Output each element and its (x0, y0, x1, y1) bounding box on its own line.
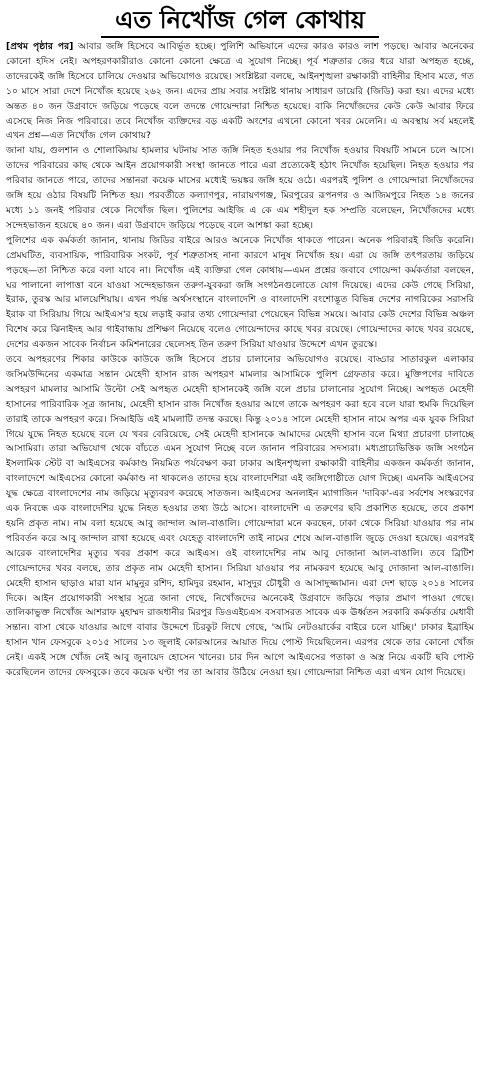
continued-from-first-page-label: [প্রথম পৃষ্ঠার পর] (6, 41, 74, 52)
paragraph-text: আবার জঙ্গি হিসেবে আবির্ভূত হচ্ছে। পুলিশি অভিযানে এদের কারও কারও লাশ পড়ছে। আবার অনেকের কোনো হদিস নেই। অপহরণকারীরাও কোনো কোনো ক্ষেত্রে এ সুযোগ নিচ্ছে। পূর্ব শত্রুতার জের ধরে যারা অপহৃত হচ্ছে, তাদেরকেই জঙ্গি হিসেবে চালিয়ে দেওয়ার অভিযোগও রয়েছে। সংশ্লিষ্টরা বলছে, আইনশৃঙ্খলা রক্ষাকারী বাহিনীর হিসাব মতে, গত ১০ মাসে সারা দেশে নিখোঁজ হয়েছে ২৬২ জন। এদের প্রায় সবার সংশ্লিষ্ট থানায় সাধারণ ডায়েরি (জিডি) করা হয়। এদের মধ্যে অন্তত ৪০ জন উগ্রবাদে জড়িয়ে পড়েছে বলে তদন্তে গোয়েন্দারা নিশ্চিত হয়েছে। বাকি নিখোঁজদের কেউ কেউ আবার ফিরে এসেছে নিজ নিজ পরিবারে। তবে নিখোঁজ ব্যক্তিদের বড় একটি অংশের এখনো কোনো খবর মেলেনি। এ অবস্থায় সর্ব মহলেই এখন প্রশ্ন—এত নিখোঁজ গেল কোথায়? (6, 41, 475, 142)
article-paragraph: তবে অপহরণের শিকার কাউকে কাউকে জঙ্গি হিসেবে প্রচার চালানোর অভিযোগও রয়েছে। বাড্ডার সাতারকুল এলাকার জসিমউদ্দিনের একমাত্র সন্তান মেহেদী হাসান রাজ অপহরণ মামলার আসামিকে পুলিশ গ্রেফতার করে। মুক্তিপণের দাবিতে অপহরণ মামলার আসামি উল্টো সেই অপহৃত মেহেদী হাসানকেই জঙ্গি বলে প্রচার চালানোর সুযোগ নিচ্ছে। অপহৃত মেহেদী হাসানের পারিবারিক সূত্র জানায়, মেহেদী হাসান রাজ নিখোঁজ হওয়ার আগে তাকে অপহরণ করা হবে বলে যারা হুমকি দিয়েছিল তারাই তাকে অপহরণ করে। সিআইডি এই মামলাটি তদন্ত করছে। কিন্তু ২০১৪ সালে মেহেদী হাসান নামে অপর এক যুবক সিরিয়া গিয়ে যুদ্ধে নিহত হয়েছে বলে যে খবর বেরিয়েছে, সেই মেহেদী হাসানকে আমাদের মেহেদী হাসান বলে মিথ্যা প্রচারণা চালাচ্ছে আসামিরা। তারা অভিযোগ থেকে বাঁচতে এমন সুযোগ নিচ্ছে বলে জানান পরিবারের সদস্যরা। মধ্যপ্রাচ্যভিত্তিক জঙ্গি সংগঠন ইসলামিক স্টেট বা আইএসের কর্মকাণ্ড নিয়মিত পর্যবেক্ষণ করা ঢাকার আইনশৃঙ্খলা রক্ষাকারী বাহিনীর একজন কর্মকর্তা জানান, বাংলাদেশে আইএসের কোনো কর্মকাণ্ড না থাকলেও তাদের হয়ে বাংলাদেশিরা এই জঙ্গিগোষ্ঠীতে যোগ দিচ্ছে। এমনকি আইএসের যুদ্ধ ক্ষেত্রে বাংলাদেশের নাম জড়িয়ে মৃত্যুবরণ করেছে সাতজন। আইএসের অনলাইন ম্যাগাজিন 'দাবিক'-এর সর্বশেষ সংস্করণের এক নিবন্ধে এক বাংলাদেশির যুদ্ধে নিহত হওয়ার তথ্য উঠে আসে। বাংলাদেশি এ তরুণের ছবি প্রকাশিত হয়েছে, তবে প্রকাশ হয়নি প্রকৃত নাম। নাম বলা হয়েছে আবু জান্দাল আল-বাঙালি। গোয়েন্দারা মনে করছেন, ঢাকা থেকে সিরিয়া যাওয়ার পর নাম পরিবর্তন করে আবু জান্দাল রাখা হয়েছে এবং যেহেতু বাংলাদেশি তাই নামের শেষে আল-বাঙালি জুড়ে দেওয়া হয়েছে। এরপরই আরেক বাংলাদেশির মৃত্যুর খবর প্রকাশ করে আইএস। ওই বাংলাদেশির নাম আবু দোজানা আল-বাঙালি। তবে ব্রিটিশ গোয়েন্দাদের খবর বলছে, তার প্রকৃত নাম মেহেদী হাসান। সিরিয়া যাওয়ার পর নামকরণ হয়েছে আবু দোজানা আল-বাঙালি। মেহেদী হাসান ছাড়াও মারা যান মামুনুর রশিদ, হামিদুর রহমান, মাসুদুর চৌধুরী ও আসাদুজ্জামান। এরা দেশ ছাড়ে ২০১৪ সালের দিকে। আইন প্রয়োগকারী সংস্থার সূত্রে জানা গেছে, নিখোঁজদের অনেকেই উগ্রবাদে জড়িয়ে পড়ার প্রমাণ পাওয়া গেছে। তালিকাভুক্ত নিখোঁজ আশরাফ মুহাম্মদ রাজধানীর মিরপুর ডিওএইচএস বসবাসরত সাবেক এক ঊর্ধ্বতন সরকারি কর্মকর্তার মেধাবী সন্তান। বাসা থেকে যাওয়ার আগে বাবার উদ্দেশে চিরকুট লিখে গেছে, 'আমি নেটওয়ার্কের বাইরে চলে যাচ্ছি।' ঢাকার ইব্রাহিম হাসান খান ফেসবুকে ২০১৫ সালের ১৩ জুলাই কোরআনের আয়াত দিয়ে পোস্ট দিয়েছিলেন। এরপর থেকে তার কোনো খোঁজ নেই। একই সঙ্গে খোঁজ নেই আবু জুনায়েদ হোসেন খানের। চার দিন আগে আইএসের পতাকা ও অস্ত্র নিয়ে একটি ছবি পোস্ট করেছিলেন তাদের ফেসবুকে। তবে কয়েক ঘণ্টা পর তা আবার উঠিয়ে নেওয়া হয়। গোয়েন্দারা নিশ্চিত এরা এখন যোগ দিয়েছে। (6, 354, 474, 679)
article-paragraph: পুলিশের এক কর্মকর্তা জানান, থানায় জিডির বাইরে আরও অনেকে নিখোঁজ থাকতে পারেন। অনেক পরিবারই জিডি করেনি। প্রেমঘটিত, ব্যবসায়িক, পারিবারিক সংকট, পূর্ব শত্রুতাসহ নানা কারণে মানুষ নিখোঁজ হয়। এরা যে জঙ্গি তৎপরতায় জড়িয়ে পড়ছে—তা নিশ্চিত করে বলা যাবে না। নিখোঁজ এই ব্যক্তিরা গেল কোথায়—এমন প্রশ্নের জবাবে গোয়েন্দা কর্মকর্তারা বলছেন, ঘর পালানো লাপাত্তা বনে যাওয়া সন্দেহভাজন তরুণ-যুবকরা জঙ্গি সংগঠনগুলোতে যোগ দিয়েছে। এদের কেউ গেছে সিরিয়া, ইরাক, তুরস্ক আর মালয়েশিয়ায়। এখন পর্যন্ত অর্থসংস্থানে বাংলাদেশি ও বাংলাদেশি বংশোদ্ভূত বিভিন্ন দেশের নাগরিকের সরাসরি ইরাক বা সিরিয়ায় গিয়ে আইএস'র হয়ে লড়াই করার তথ্য গোয়েন্দারা পেয়েছেন বিভিন্ন সময়ে। আবার কেউ দেশের বিভিন্ন অঞ্চল বিশেষ করে ঝিনাইদহ আর গাইবান্ধায় প্রশিক্ষণ নিয়েছে বলেও গোয়েন্দাদের কাছে খবর রয়েছে। গোয়েন্দাদের কাছে খবর রয়েছে, দেশের একজন সাবেক নির্বাচন কমিশনারের ছেলেসহ তিন তরুণ সিরিয়া যাওয়ার উদ্দেশে এখন তুরস্কে। (6, 234, 474, 351)
article-paragraph (6, 40, 474, 144)
headline-container (6, 4, 474, 38)
article-paragraph: জানা যায়, গুলশান ও শোলাকিয়ায় হামলার ঘটনায় সাত জঙ্গি নিহত হওয়ার পর নিখোঁজ হওয়ার বিষয়টি সামনে চলে আসে। তাদের পরিবারের কাছ থেকে আইন প্রয়োগকারী সংস্থা জানতে পারে এরা প্রত্যেকেই হঠাৎ নিখোঁজ হয়েছিল। নিহত হওয়ার পর পরিবার জানতে পারে, তাদের সন্তানরা কয়েক মাসের মধ্যেই ভয়ঙ্কর জঙ্গি হয়ে ওঠে। এরপরই পুলিশ ও গোয়েন্দারা নিখোঁজদের জঙ্গি হয়ে ওঠার বিষয়টি নিশ্চিত হয়। পরবর্তীতে কল্যাণপুর, নারায়ণগঞ্জ, মিরপুরের রূপনগর ও আজিমপুরে নিহত ১৪ জনের মধ্যে ১১ জনই পরিবার থেকে নিখোঁজ ছিল। পুলিশের আইজি এ কে এম শহীদুল হক সম্প্রতি বলেছেন, নিখোঁজদের মধ্যে সন্দেহভাজন হয়েছে ৪০ জন। এরা উগ্রবাদে জড়িয়ে পড়েছে বলে আশঙ্কা করা হচ্ছে। (6, 145, 474, 231)
headline: এত নিখোঁজ গেল কোথায় (101, 4, 379, 38)
article-body (6, 40, 474, 681)
